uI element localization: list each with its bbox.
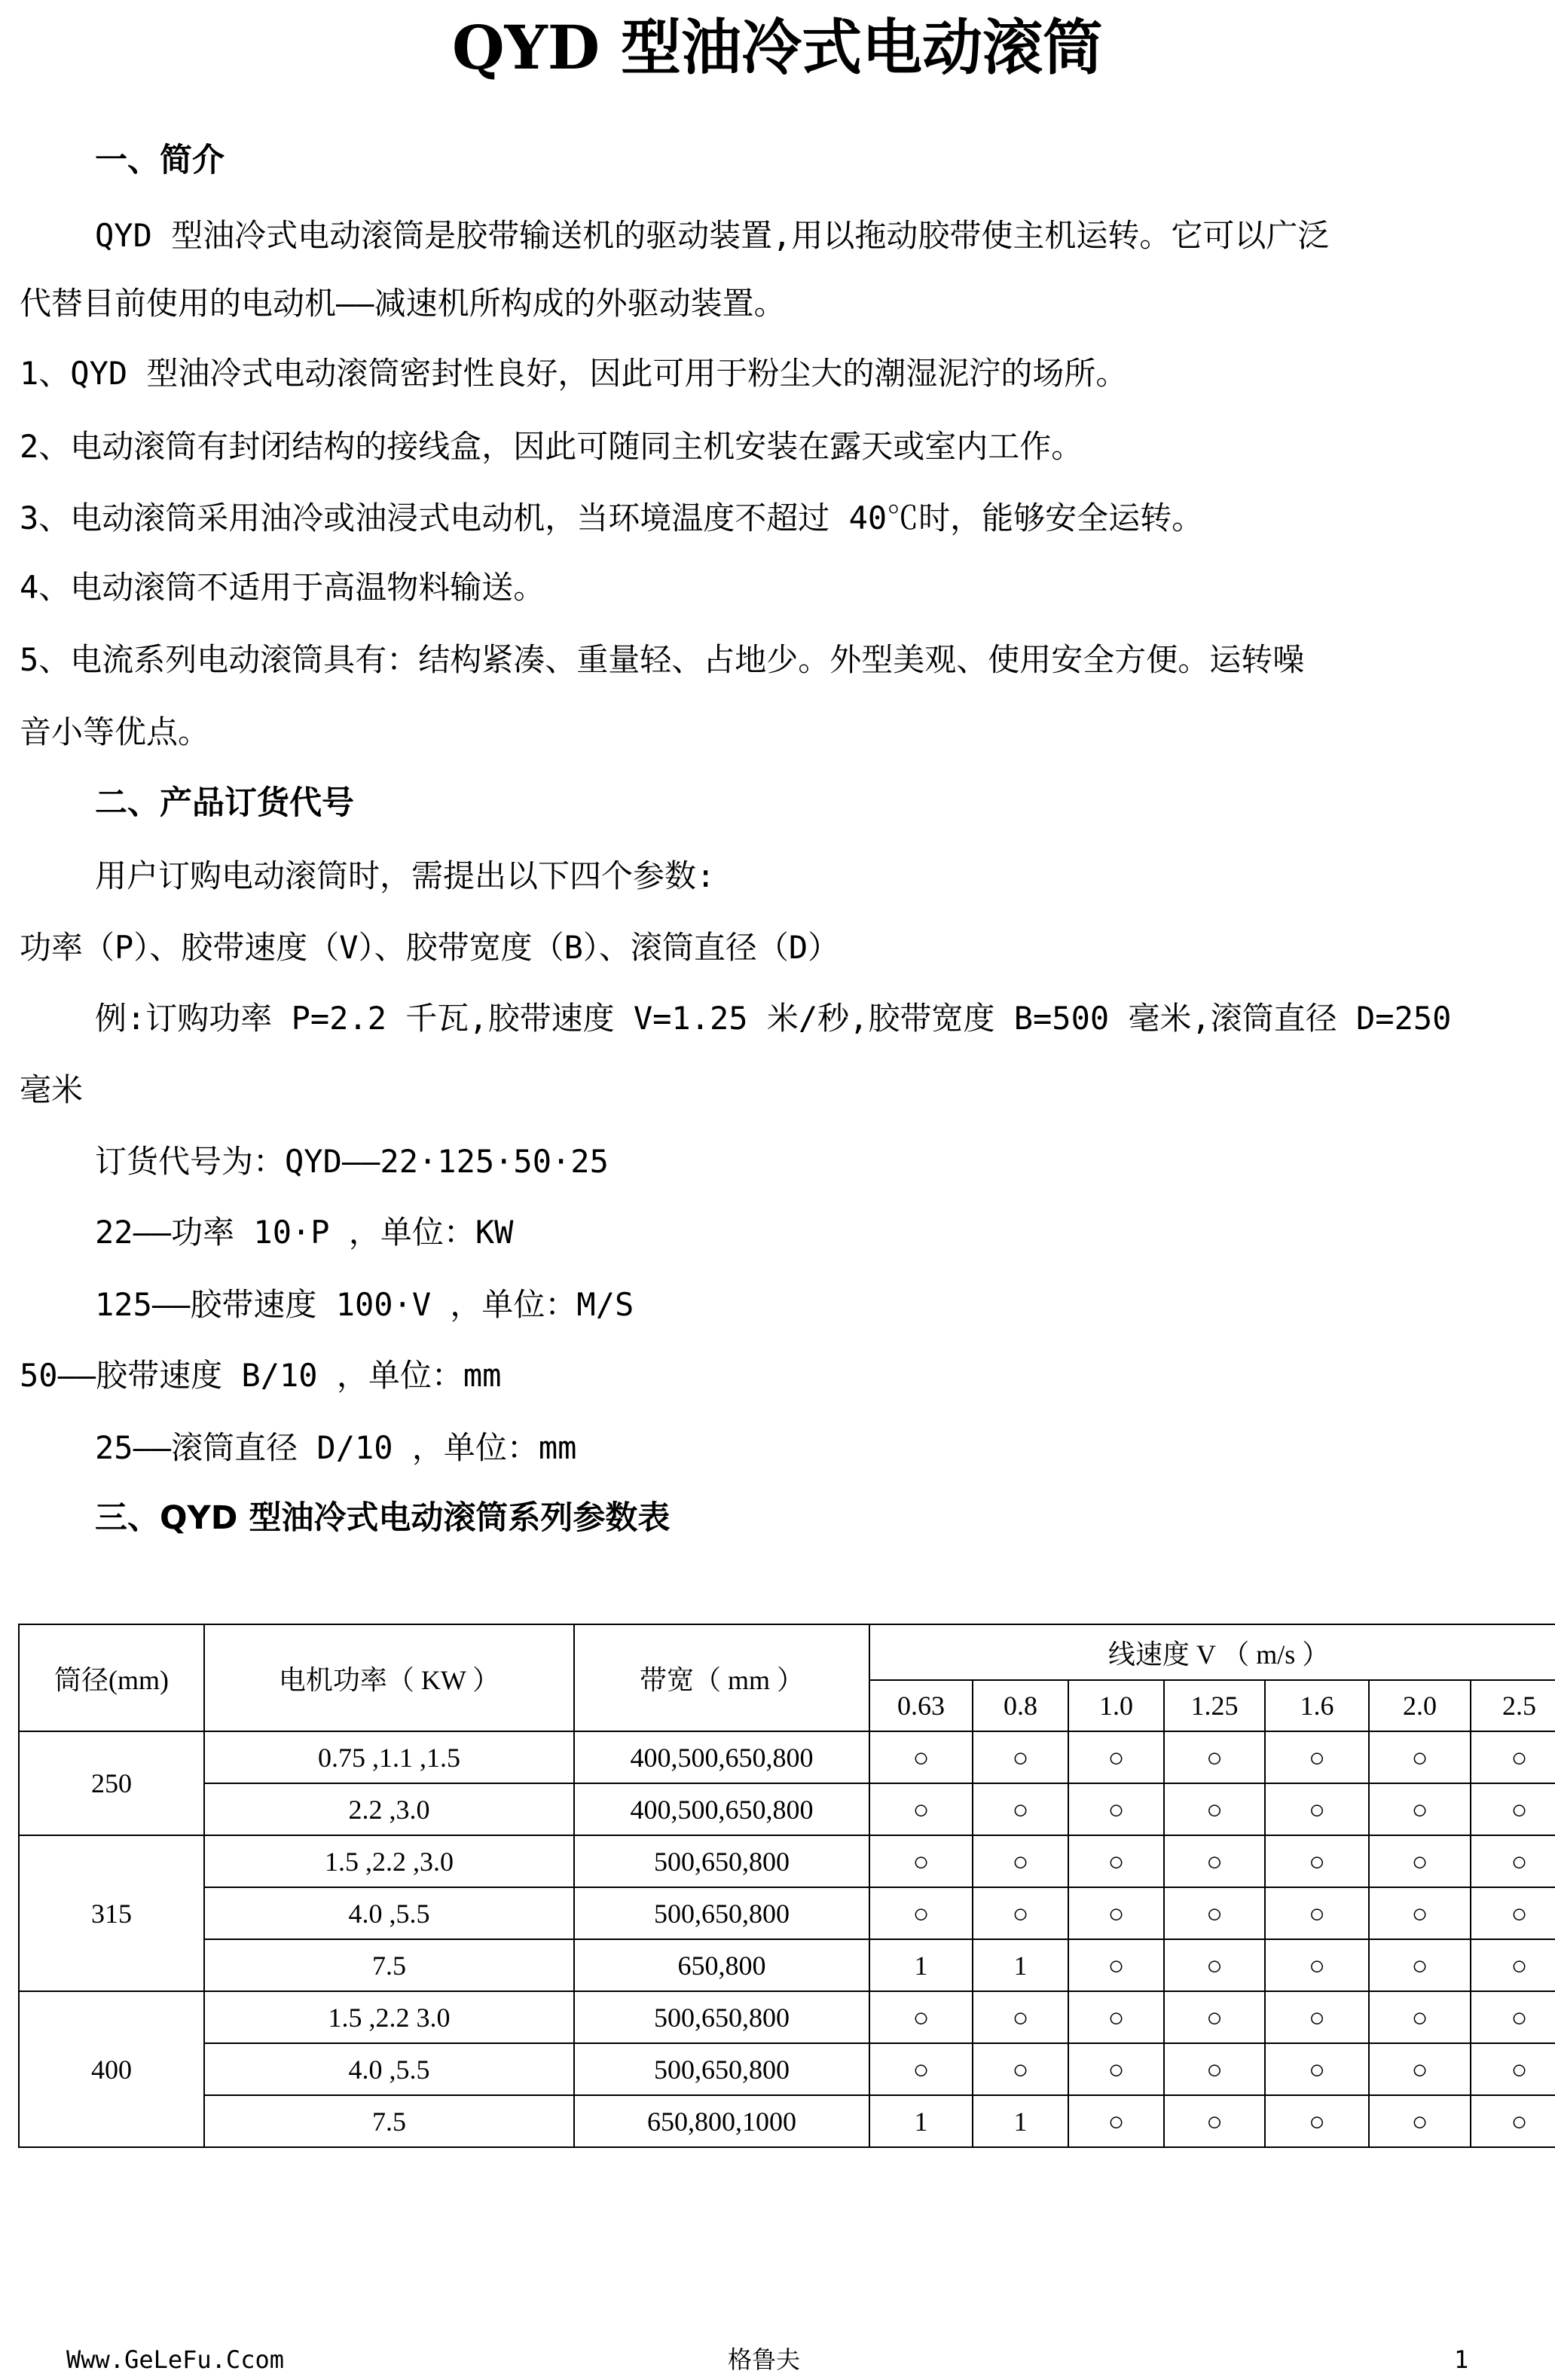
- code-explain-50: 50——胶带速度 B/10 ，单位：mm: [20, 1357, 502, 1394]
- section-heading-order: 二、产品订货代号: [95, 784, 354, 822]
- cell-speed-mark: ○: [1265, 2043, 1369, 2095]
- cell-speed-mark: ○: [1164, 1731, 1265, 1783]
- cell-speed-mark: ○: [869, 1991, 973, 2043]
- cell-speed-mark: ○: [973, 1991, 1068, 2043]
- cell-diameter: 400: [19, 1991, 204, 2147]
- header-diameter: 筒径(mm): [19, 1624, 204, 1731]
- cell-speed-mark: ○: [1164, 1783, 1265, 1835]
- table-row: [19, 1939, 1555, 1991]
- cell-speed-mark: 1: [869, 1939, 973, 1991]
- table-row: [19, 2095, 1555, 2147]
- cell-speed-mark: ○: [1068, 1835, 1164, 1887]
- section-heading-table: 三、QYD 型油冷式电动滚筒系列参数表: [95, 1499, 671, 1537]
- cell-speed-mark: ○: [1265, 1887, 1369, 1939]
- intro-item-4: 4、电动滚筒不适用于高温物料输送。: [20, 569, 545, 606]
- code-explain-22: 22——功率 10·P ，单位：KW: [95, 1214, 514, 1251]
- cell-width: 650,800,1000: [574, 2095, 869, 2147]
- cell-speed-mark: ○: [1164, 1835, 1265, 1887]
- order-example-cont: 毫米: [20, 1071, 84, 1108]
- order-example: 例:订购功率 P=2.2 千瓦,胶带速度 V=1.25 米/秒,胶带宽度 B=500 毫米,滚筒直径 D=250: [95, 1000, 1452, 1037]
- code-explain-25: 25——滚筒直径 D/10 ，单位：mm: [95, 1429, 577, 1466]
- cell-speed-mark: ○: [973, 1887, 1068, 1939]
- header-speed-value: 1.6: [1265, 1680, 1369, 1731]
- cell-speed-mark: ○: [1068, 1939, 1164, 1991]
- cell-speed-mark: ○: [1369, 1731, 1471, 1783]
- order-parameters: 功率（P）、胶带速度（V）、胶带宽度（B）、滚筒直径（D）: [20, 929, 840, 966]
- header-speed-value: 1.25: [1164, 1680, 1265, 1731]
- cell-speed-mark: ○: [1265, 1783, 1369, 1835]
- cell-speed-mark: ○: [1068, 1731, 1164, 1783]
- cell-power: 7.5: [204, 2095, 574, 2147]
- cell-speed-mark: ○: [1265, 1991, 1369, 2043]
- cell-speed-mark: ○: [1471, 1783, 1555, 1835]
- cell-speed-mark: ○: [1471, 1939, 1555, 1991]
- section-heading-intro: 一、简介: [95, 142, 225, 179]
- cell-speed-mark: ○: [869, 1835, 973, 1887]
- cell-speed-mark: ○: [973, 1783, 1068, 1835]
- intro-item-1: 1、QYD 型油冷式电动滚筒密封性良好，因此可用于粉尘大的潮湿泥泞的场所。: [20, 355, 1128, 392]
- cell-speed-mark: ○: [1265, 1939, 1369, 1991]
- table-row: [19, 1731, 1555, 1783]
- cell-speed-mark: ○: [1471, 2095, 1555, 2147]
- cell-speed-mark: ○: [973, 1731, 1068, 1783]
- cell-width: 500,650,800: [574, 1991, 869, 2043]
- cell-speed-mark: ○: [1369, 2095, 1471, 2147]
- cell-speed-mark: ○: [1068, 1887, 1164, 1939]
- intro-item-3: 3、电动滚筒采用油冷或油浸式电动机，当环境温度不超过 40℃时，能够安全运转。: [20, 500, 1204, 536]
- cell-width: 400,500,650,800: [574, 1731, 869, 1783]
- cell-speed-mark: ○: [973, 2043, 1068, 2095]
- cell-power: 4.0 ,5.5: [204, 1887, 574, 1939]
- cell-speed-mark: ○: [1471, 1731, 1555, 1783]
- cell-speed-mark: ○: [1471, 1835, 1555, 1887]
- cell-speed-mark: 1: [869, 2095, 973, 2147]
- cell-power: 0.75 ,1.1 ,1.5: [204, 1731, 574, 1783]
- page-title: QYD 型油冷式电动滚筒: [451, 12, 1104, 83]
- header-speed: 线速度 V （ m/s ）: [869, 1624, 1555, 1680]
- parameter-table: [18, 1624, 1555, 2148]
- cell-width: 500,650,800: [574, 2043, 869, 2095]
- cell-speed-mark: ○: [1369, 1835, 1471, 1887]
- cell-speed-mark: ○: [1164, 1939, 1265, 1991]
- table-row: [19, 1783, 1555, 1835]
- cell-power: 4.0 ,5.5: [204, 2043, 574, 2095]
- table-row: [19, 2043, 1555, 2095]
- intro-paragraph-line: QYD 型油冷式电动滚筒是胶带输送机的驱动装置,用以拖动胶带使主机运转。它可以广泛: [95, 217, 1330, 254]
- cell-speed-mark: ○: [1068, 1783, 1164, 1835]
- cell-power: 1.5 ,2.2 3.0: [204, 1991, 574, 2043]
- cell-speed-mark: ○: [1164, 1887, 1265, 1939]
- table-row: [19, 1991, 1555, 2043]
- cell-speed-mark: ○: [1471, 2043, 1555, 2095]
- cell-speed-mark: ○: [1068, 2043, 1164, 2095]
- cell-speed-mark: ○: [1471, 1991, 1555, 2043]
- cell-power: 2.2 ,3.0: [204, 1783, 574, 1835]
- code-explain-125: 125——胶带速度 100·V ，单位：M/S: [95, 1286, 634, 1323]
- intro-item-2: 2、电动滚筒有封闭结构的接线盒，因此可随同主机安装在露天或室内工作。: [20, 428, 1083, 465]
- order-code: 订货代号为：QYD——22·125·50·25: [95, 1143, 609, 1180]
- cell-speed-mark: ○: [1369, 2043, 1471, 2095]
- cell-speed-mark: 1: [973, 2095, 1068, 2147]
- header-speed-value: 0.63: [869, 1680, 973, 1731]
- cell-speed-mark: ○: [1369, 1783, 1471, 1835]
- cell-power: 7.5: [204, 1939, 574, 1991]
- cell-speed-mark: ○: [1068, 1991, 1164, 2043]
- cell-speed-mark: 1: [973, 1939, 1068, 1991]
- cell-width: 650,800: [574, 1939, 869, 1991]
- footer-brand: 格鲁夫: [728, 2345, 801, 2374]
- cell-speed-mark: ○: [869, 1731, 973, 1783]
- cell-speed-mark: ○: [973, 1835, 1068, 1887]
- cell-width: 400,500,650,800: [574, 1783, 869, 1835]
- cell-speed-mark: ○: [1369, 1939, 1471, 1991]
- header-speed-value: 2.5: [1471, 1680, 1555, 1731]
- cell-speed-mark: ○: [869, 2043, 973, 2095]
- cell-speed-mark: ○: [1164, 1991, 1265, 2043]
- header-speed-value: 2.0: [1369, 1680, 1471, 1731]
- cell-speed-mark: ○: [1369, 1887, 1471, 1939]
- cell-speed-mark: ○: [1265, 2095, 1369, 2147]
- cell-speed-mark: ○: [869, 1887, 973, 1939]
- cell-speed-mark: ○: [1265, 1731, 1369, 1783]
- header-width: 带宽（ mm ）: [574, 1624, 869, 1731]
- header-speed-value: 0.8: [973, 1680, 1068, 1731]
- cell-speed-mark: ○: [1068, 2095, 1164, 2147]
- intro-paragraph-line: 代替目前使用的电动机——减速机所构成的外驱动装置。: [20, 285, 786, 322]
- intro-item-5-cont: 音小等优点。: [20, 713, 210, 750]
- cell-width: 500,650,800: [574, 1835, 869, 1887]
- cell-speed-mark: ○: [1369, 1991, 1471, 2043]
- cell-power: 1.5 ,2.2 ,3.0: [204, 1835, 574, 1887]
- cell-speed-mark: ○: [1265, 1835, 1369, 1887]
- cell-speed-mark: ○: [1471, 1887, 1555, 1939]
- table-row: [19, 1887, 1555, 1939]
- cell-diameter: 250: [19, 1731, 204, 1835]
- cell-speed-mark: ○: [1164, 2043, 1265, 2095]
- order-paragraph: 用户订购电动滚筒时，需提出以下四个参数:: [95, 857, 716, 894]
- intro-item-5: 5、电流系列电动滚筒具有：结构紧凑、重量轻、占地少。外型美观、使用安全方便。运转噪: [20, 641, 1305, 678]
- cell-width: 500,650,800: [574, 1887, 869, 1939]
- header-power: 电机功率（ KW ）: [204, 1624, 574, 1731]
- footer-website: Www.GeLeFu.Ccom: [66, 2345, 284, 2374]
- table-row: [19, 1835, 1555, 1887]
- cell-diameter: 315: [19, 1835, 204, 1991]
- cell-speed-mark: ○: [1164, 2095, 1265, 2147]
- cell-speed-mark: ○: [869, 1783, 973, 1835]
- header-speed-value: 1.0: [1068, 1680, 1164, 1731]
- footer-page-number: 1: [1454, 2345, 1469, 2374]
